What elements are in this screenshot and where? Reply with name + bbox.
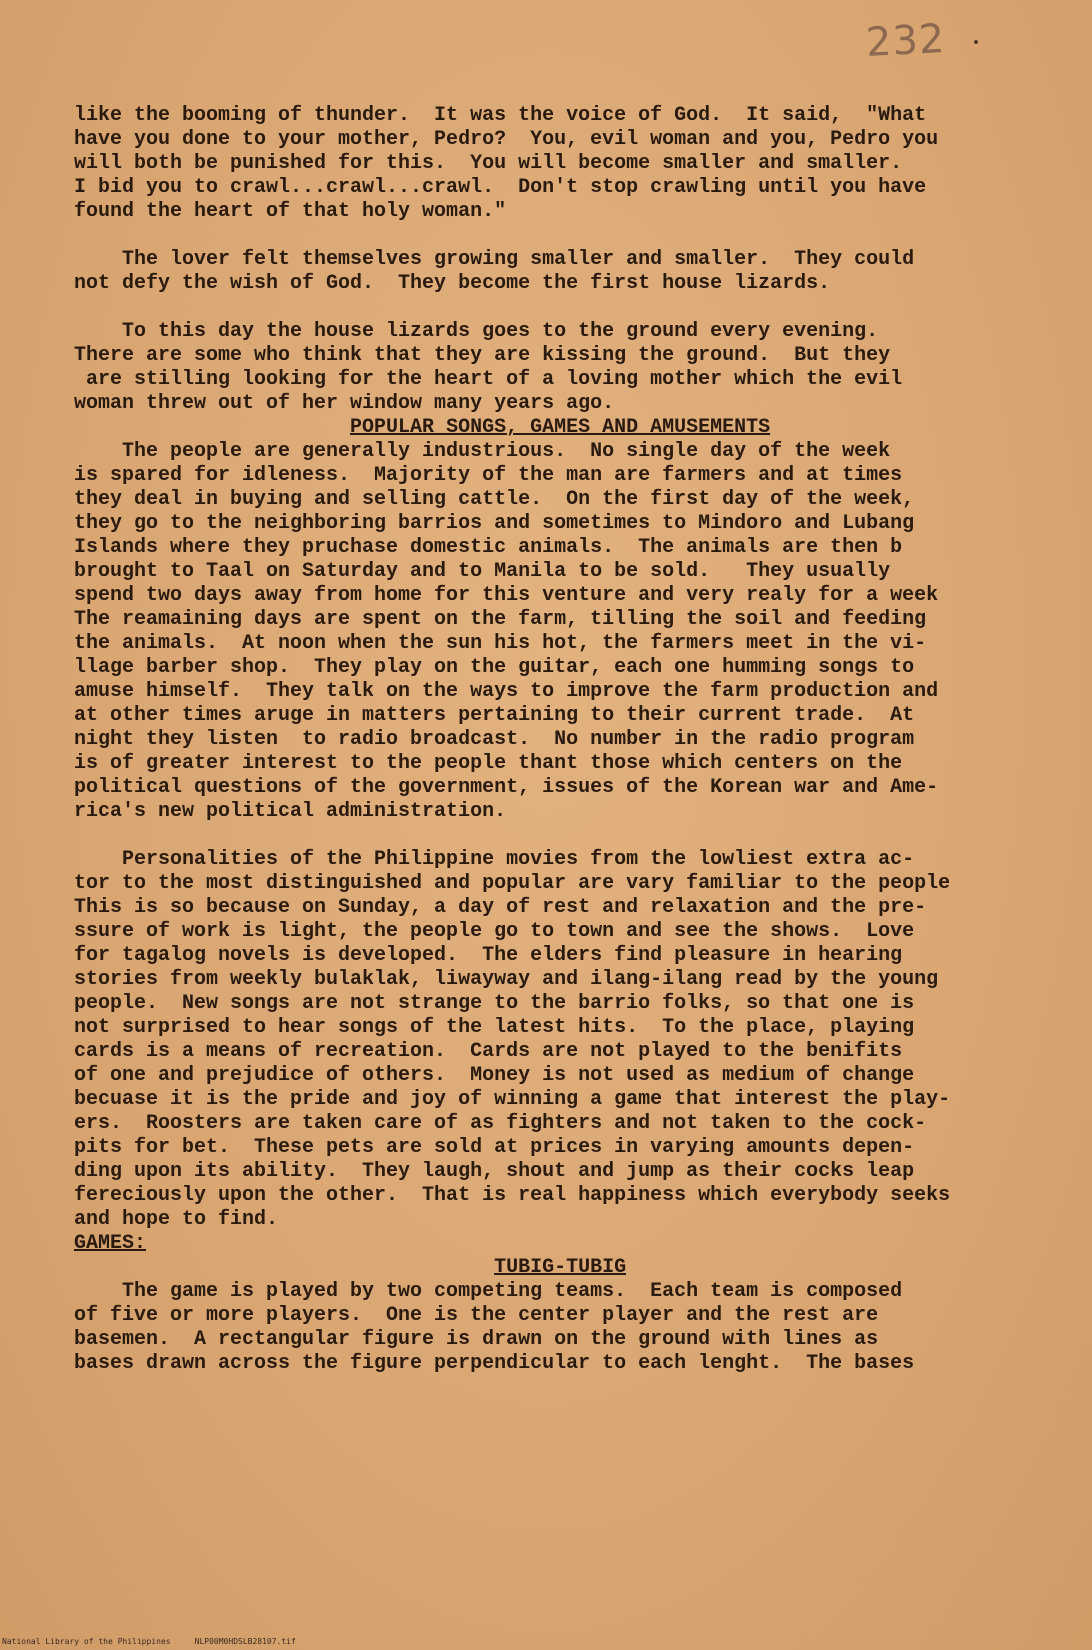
paragraph-line: I bid you to crawl...crawl...crawl. Don't stop crawling until you have [74,176,927,199]
paragraph-line: rica's new political administration. [74,800,507,823]
paragraph-line: ssure of work is light, the people go to town and see the shows. Love [74,920,915,943]
paragraph-line: found the heart of that holy woman." [74,200,507,223]
paragraph-line: are stilling looking for the heart of a loving mother which the evil [74,368,903,391]
paragraph-line: stories from weekly bulaklak, liwayway and ilang-ilang read by the young [74,968,939,991]
tubig-tubig-description [74,1280,1034,1376]
paragraph-line: becuase it is the pride and joy of winning a game that interest the play- [74,1088,951,1111]
songs-games-section [74,440,1034,1232]
paragraph-line: of one and prejudice of others. Money is not used as medium of change [74,1064,915,1087]
paragraph-line: This is so because on Sunday, a day of rest and relaxation and the pre- [74,896,927,919]
paragraph-line: and hope to find. [74,1208,279,1231]
paragraph-line: have you done to your mother, Pedro? You, evil woman and you, Pedro you [74,128,939,151]
paragraph-line: cards is a means of recreation. Cards are not played to the benifits [74,1040,903,1063]
paragraph-line: the animals. At noon when the sun his hot, the farmers meet in the vi- [74,632,927,655]
paragraph-line: they deal in buying and selling cattle. On the first day of the week, [74,488,915,511]
paragraph-line: like the booming of thunder. It was the voice of God. It said, "What [74,104,927,127]
paragraph-line: woman threw out of her window many years ago. [74,392,615,415]
paragraph-line: pits for bet. These pets are sold at prices in varying amounts depen- [74,1136,915,1159]
paragraph-line: they go to the neighboring barrios and sometimes to Mindoro and Lubang [74,512,915,535]
paragraph-line: To this day the house lizards goes to the ground every evening. [74,320,879,343]
paragraph-line: Islands where they pruchase domestic animals. The animals are then b [74,536,903,559]
paragraph-line: The lover felt themselves growing smaller and smaller. They could [74,248,915,271]
document-body [74,104,1034,1376]
game-paragraph-line: The game is played by two competing teams. Each team is composed [74,1280,903,1303]
paragraph-line: at other times aruge in matters pertaining to their current trade. At [74,704,915,727]
games-label: GAMES: [74,1232,147,1255]
game-paragraph-line: bases drawn across the figure perpendicular to each lenght. The bases [74,1352,915,1375]
paragraph-line: There are some who think that they are kissing the ground. But they [74,344,891,367]
paragraph-line: spend two days away from home for this venture and very realy for a week [74,584,939,607]
paragraph-line: The people are generally industrious. No single day of the week [74,440,891,463]
paragraph-line: tor to the most distinguished and popular are vary familiar to the people [74,872,951,895]
paragraph-line: ers. Roosters are taken care of as fighters and not taken to the cock- [74,1112,927,1135]
game-title: TUBIG-TUBIG [494,1256,627,1279]
paragraph-line: brought to Taal on Saturday and to Manila to be sold. They usually [74,560,891,583]
paragraph-line: people. New songs are not strange to the barrio folks, so that one is [74,992,915,1015]
paragraph-line: political questions of the government, issues of the Korean war and Ame- [74,776,939,799]
paragraph-line: ding upon its ability. They laugh, shout and jump as their cocks leap [74,1160,915,1183]
page-number: 232 [864,15,947,67]
story-ending [74,104,1034,416]
paragraph-line: llage barber shop. They play on the guitar, each one humming songs to [74,656,915,679]
section-heading: POPULAR SONGS, GAMES AND AMUSEMENTS [350,416,771,439]
paragraph-line: Personalities of the Philippine movies from the lowliest extra ac- [74,848,915,871]
game-paragraph-line: of five or more players. One is the center player and the rest are [74,1304,879,1327]
paragraph-line: for tagalog novels is developed. The elders find pleasure in hearing [74,944,903,967]
paragraph-line: not defy the wish of God. They become the first house lizards. [74,272,831,295]
paragraph-line: not surprised to hear songs of the latest hits. To the place, playing [74,1016,915,1039]
scan-footer: National Library of the Philippines NLP00M0HDSLB28107.tif [2,1637,296,1646]
paragraph-line: will both be punished for this. You will become smaller and smaller. [74,152,903,175]
paragraph-line: amuse himself. They talk on the ways to improve the farm production and [74,680,939,703]
paragraph-line: fereciously upon the other. That is real happiness which everybody seeks [74,1184,951,1207]
paragraph-line: The reamaining days are spent on the farm, tilling the soil and feeding [74,608,927,631]
ink-dot [974,40,978,44]
paragraph-line: night they listen to radio broadcast. No number in the radio program [74,728,915,751]
game-paragraph-line: basemen. A rectangular figure is drawn on the ground with lines as [74,1328,879,1351]
paragraph-line: is of greater interest to the people thant those which centers on the [74,752,903,775]
paragraph-line: is spared for idleness. Majority of the man are farmers and at times [74,464,903,487]
